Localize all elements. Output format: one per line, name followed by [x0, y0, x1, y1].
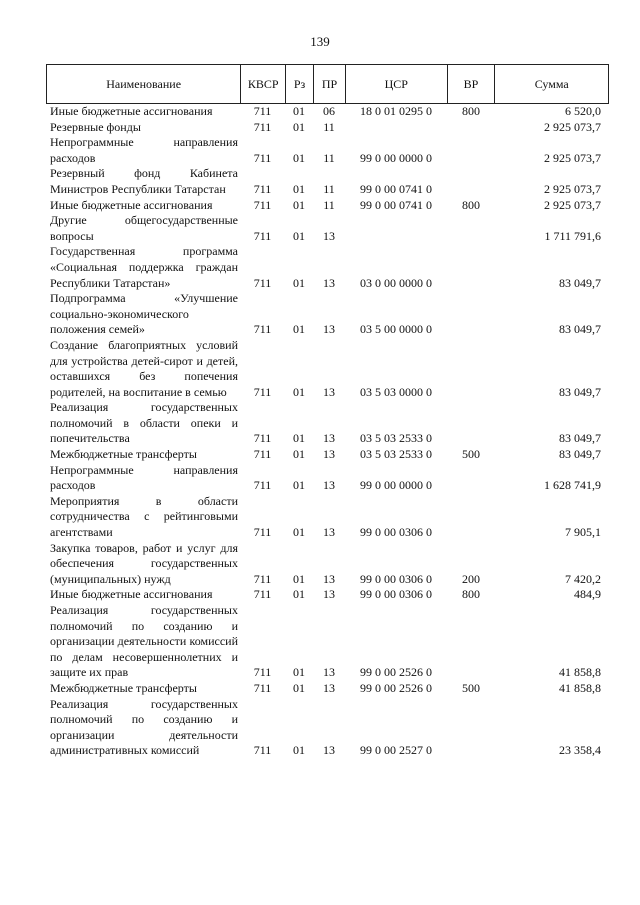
cell-kvsr: 711	[253, 384, 272, 399]
cell-name: Резервный фонд Кабинета Министров Республики Татарстан	[50, 166, 238, 196]
cell-rz: 01	[293, 181, 305, 196]
cell-csr: 99 0 00 0741 0	[360, 197, 432, 212]
cell-kvsr: 711	[253, 197, 272, 212]
cell-csr: 99 0 00 0000 0	[360, 478, 432, 493]
cell-name: Межбюджетные трансферты	[50, 447, 197, 462]
cell-name: Реализация государственных полномочий по созданию и организации деятельности административных комиссий	[50, 696, 238, 758]
cell-pr: 13	[323, 275, 335, 290]
cell-kvsr: 711	[253, 665, 272, 680]
cell-sum: 2 925 073,7	[544, 197, 601, 212]
cell-rz: 01	[293, 150, 305, 165]
cell-rz: 01	[293, 447, 305, 462]
cell-csr: 18 0 01 0295 0	[360, 104, 432, 118]
cell-rz: 01	[293, 104, 305, 118]
cell-pr: 13	[323, 587, 335, 602]
table-row	[46, 104, 609, 120]
cell-kvsr: 711	[253, 525, 272, 540]
cell-rz: 01	[293, 680, 305, 695]
table-row	[46, 400, 609, 447]
cell-sum: 83 049,7	[559, 322, 601, 337]
cell-rz: 01	[293, 275, 305, 290]
cell-pr: 13	[323, 743, 335, 758]
table-row	[46, 603, 609, 681]
cell-name: Непрограммные направления расходов	[50, 135, 238, 165]
cell-rz: 01	[293, 384, 305, 399]
cell-pr: 13	[323, 571, 335, 586]
cell-csr: 99 0 00 0000 0	[360, 150, 432, 165]
cell-kvsr: 711	[253, 275, 272, 290]
cell-pr: 11	[323, 181, 335, 196]
cell-rz: 01	[293, 119, 305, 134]
cell-rz: 01	[293, 478, 305, 493]
cell-pr: 13	[323, 384, 335, 399]
cell-kvsr: 711	[253, 447, 272, 462]
cell-kvsr: 711	[253, 322, 272, 337]
cell-name: Государственная программа «Социальная поддержка граждан Республики Татарстан»	[50, 244, 238, 290]
cell-name: Реализация государственных полномочий в области опеки и попечительства	[50, 400, 238, 446]
cell-rz: 01	[293, 322, 305, 337]
cell-kvsr: 711	[253, 181, 272, 196]
header-csr: ЦСР	[345, 65, 447, 103]
cell-name: Межбюджетные трансферты	[50, 680, 197, 695]
cell-name: Резервные фонды	[50, 119, 141, 134]
cell-csr: 99 0 00 0306 0	[360, 525, 432, 540]
cell-kvsr: 711	[253, 478, 272, 493]
cell-csr: 03 5 03 0000 0	[360, 384, 432, 399]
cell-sum: 1 711 791,6	[544, 228, 601, 243]
cell-kvsr: 711	[253, 104, 272, 118]
cell-name: Мероприятия в области сотрудничества с рейтинговыми агентствами	[50, 493, 238, 540]
cell-vr: 800	[462, 587, 480, 602]
table-row	[46, 587, 609, 603]
cell-name: Подпрограмма «Улучшение социально-экономического положения семей»	[50, 291, 238, 337]
table-header	[46, 64, 609, 104]
table-row	[46, 135, 609, 166]
cell-pr: 13	[323, 322, 335, 337]
cell-rz: 01	[293, 743, 305, 758]
cell-sum: 2 925 073,7	[544, 119, 601, 134]
cell-csr: 99 0 00 2526 0	[360, 680, 432, 695]
cell-kvsr: 711	[253, 119, 272, 134]
cell-csr: 99 0 00 0306 0	[360, 587, 432, 602]
cell-name: Создание благоприятных условий для устройства детей-сирот и детей, оставшихся без попечения родителей, на воспитание в семью	[50, 337, 238, 399]
cell-pr: 13	[323, 680, 335, 695]
cell-vr: 500	[462, 447, 480, 462]
cell-pr: 13	[323, 431, 335, 446]
cell-kvsr: 711	[253, 431, 272, 446]
cell-name: Иные бюджетные ассигнования	[50, 197, 213, 212]
header-name: Наименование	[106, 76, 182, 91]
cell-vr: 200	[462, 571, 480, 586]
cell-rz: 01	[293, 431, 305, 446]
cell-pr: 06	[323, 104, 335, 118]
cell-pr: 13	[323, 525, 335, 540]
table-row	[46, 681, 609, 697]
cell-sum: 83 049,7	[559, 384, 601, 399]
cell-pr: 13	[323, 665, 335, 680]
header-pr: ПР	[313, 65, 345, 103]
cell-sum: 2 925 073,7	[544, 181, 601, 196]
cell-csr: 99 0 00 0741 0	[360, 181, 432, 196]
cell-sum: 83 049,7	[559, 431, 601, 446]
table-row	[46, 213, 609, 244]
cell-csr: 99 0 00 2527 0	[360, 743, 432, 758]
table-row	[46, 166, 609, 197]
cell-sum: 1 628 741,9	[544, 478, 601, 493]
budget-table	[46, 64, 609, 759]
table-row	[46, 463, 609, 494]
cell-sum: 484,9	[574, 587, 601, 602]
cell-rz: 01	[293, 197, 305, 212]
header-sum: Сумма	[494, 65, 608, 103]
cell-rz: 01	[293, 228, 305, 243]
cell-sum: 6 520,0	[565, 104, 601, 118]
cell-sum: 2 925 073,7	[544, 150, 601, 165]
header-kvsr: КВСР	[240, 65, 285, 103]
cell-csr: 03 5 03 2533 0	[360, 447, 432, 462]
cell-sum: 23 358,4	[559, 743, 601, 758]
cell-sum: 7 905,1	[565, 525, 601, 540]
cell-vr: 800	[462, 104, 480, 118]
cell-sum: 7 420,2	[565, 571, 601, 586]
cell-pr: 13	[323, 478, 335, 493]
cell-kvsr: 711	[253, 743, 272, 758]
cell-name: Иные бюджетные ассигнования	[50, 104, 213, 118]
cell-sum: 41 858,8	[559, 680, 601, 695]
table-row	[46, 541, 609, 588]
cell-pr: 11	[323, 197, 335, 212]
cell-name: Непрограммные направления расходов	[50, 462, 238, 493]
cell-kvsr: 711	[253, 228, 272, 243]
cell-csr: 99 0 00 0306 0	[360, 571, 432, 586]
cell-vr: 500	[462, 680, 480, 695]
cell-csr: 03 0 00 0000 0	[360, 275, 432, 290]
cell-name: Реализация государственных полномочий по созданию и организации деятельности комиссий по делам несовершеннолетних и защите их прав	[50, 603, 238, 680]
cell-kvsr: 711	[253, 150, 272, 165]
cell-name: Закупка товаров, работ и услуг для обеспечения государственных (муниципальных) нужд	[50, 540, 238, 586]
cell-sum: 83 049,7	[559, 447, 601, 462]
table-row	[46, 244, 609, 291]
cell-sum: 41 858,8	[559, 665, 601, 680]
cell-name: Другие общегосударственные вопросы	[50, 213, 238, 243]
cell-rz: 01	[293, 571, 305, 586]
table-body	[46, 104, 609, 759]
cell-vr: 800	[462, 197, 480, 212]
cell-kvsr: 711	[253, 587, 272, 602]
cell-name: Иные бюджетные ассигнования	[50, 587, 213, 602]
cell-pr: 13	[323, 447, 335, 462]
cell-pr: 11	[323, 119, 335, 134]
cell-pr: 13	[323, 228, 335, 243]
cell-pr: 11	[323, 150, 335, 165]
header-vr: ВР	[447, 65, 495, 103]
table-row	[46, 494, 609, 541]
cell-csr: 03 5 03 2533 0	[360, 431, 432, 446]
cell-csr: 03 5 00 0000 0	[360, 322, 432, 337]
table-row	[46, 338, 609, 400]
cell-rz: 01	[293, 665, 305, 680]
table-row	[46, 291, 609, 338]
header-rz: Рз	[285, 65, 313, 103]
cell-kvsr: 711	[253, 680, 272, 695]
table-row	[46, 198, 609, 214]
cell-csr: 99 0 00 2526 0	[360, 665, 432, 680]
cell-rz: 01	[293, 525, 305, 540]
table-row	[46, 447, 609, 463]
table-row	[46, 120, 609, 136]
page-number: 139	[310, 34, 330, 49]
cell-sum: 83 049,7	[559, 275, 601, 290]
cell-kvsr: 711	[253, 571, 272, 586]
table-row	[46, 697, 609, 759]
cell-rz: 01	[293, 587, 305, 602]
